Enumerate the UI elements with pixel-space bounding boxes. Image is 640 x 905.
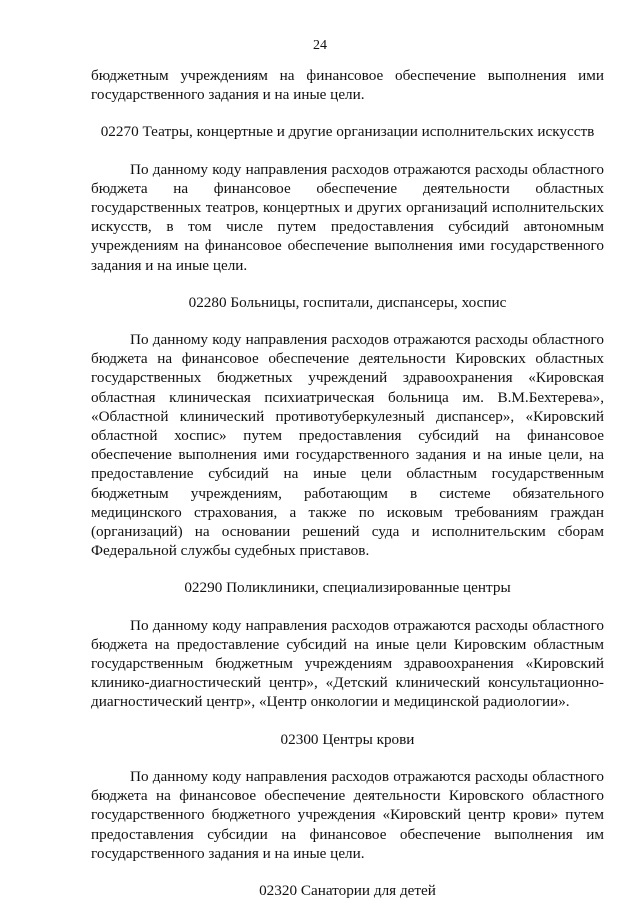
section-body-02300: По данному коду направления расходов отражаются расходы областного бюджета на финансовое обеспечение деятельности Кировского областного государственного бюджетного учреждения «Кировский центр крови» путем предоставления субсидии на финансовое обеспечение выполнения им государственного задания и на иные цели. [91,767,604,862]
intro-tail-paragraph: бюджетным учреждениям на финансовое обеспечение выполнения ими государственного задания и на иные цели. [91,67,604,104]
section-heading-02270: 02270 Театры, концертные и другие организации исполнительских искусств [100,123,595,141]
section-heading-02290: 02290 Поликлиники, специализированные центры [184,579,511,597]
section-body-02280: По данному коду направления расходов отражаются расходы областного бюджета на финансовое обеспечение деятельности Кировских областных государственных бюджетных учреждений здравоохранения «Кировская областная клиническая психиатрическая больница им. В.М.Бехтерева», «Областной клинический противотуберкулезный диспансер», «Кировский областной хоспис» путем предоставления субсидий на финансовое обеспечение выполнения ими государственного задания и на иные цели, на предоставление субсидий на иные цели областным государственным бюджетным учреждениям, работающим в системе обязательного медицинского страхования, а также по исковым требованиям граждан (организаций) на основании решений суда и исполнительским сборам Федеральной службы судебных приставов. [91,331,604,560]
section-heading-02280: 02280 Больницы, госпитали, диспансеры, хоспис [188,293,507,311]
section-body-02290: По данному коду направления расходов отражаются расходы областного бюджета на предоставление субсидий на иные цели Кировским областным государственным бюджетным учреждениям здравоохранения «Кировский клинико-диагностический центр», «Детский клинический консультационно-диагностический центр», «Центр онкологии и медицинской радиологии». [91,616,604,711]
document-body [91,66,604,900]
page-number: 24 [313,38,327,53]
section-body-02270: По данному коду направления расходов отражаются расходы областного бюджета на финансовое обеспечение деятельности областных государственных театров, концертных и других организаций исполнительских искусств, в том числе путем предоставления субсидий автономным учреждениям на финансовое обеспечение выполнения ими государственного задания и на иные цели. [91,160,604,274]
section-heading-02300: 02300 Центры крови [280,730,415,748]
section-heading-02320: 02320 Санатории для детей [259,881,436,899]
